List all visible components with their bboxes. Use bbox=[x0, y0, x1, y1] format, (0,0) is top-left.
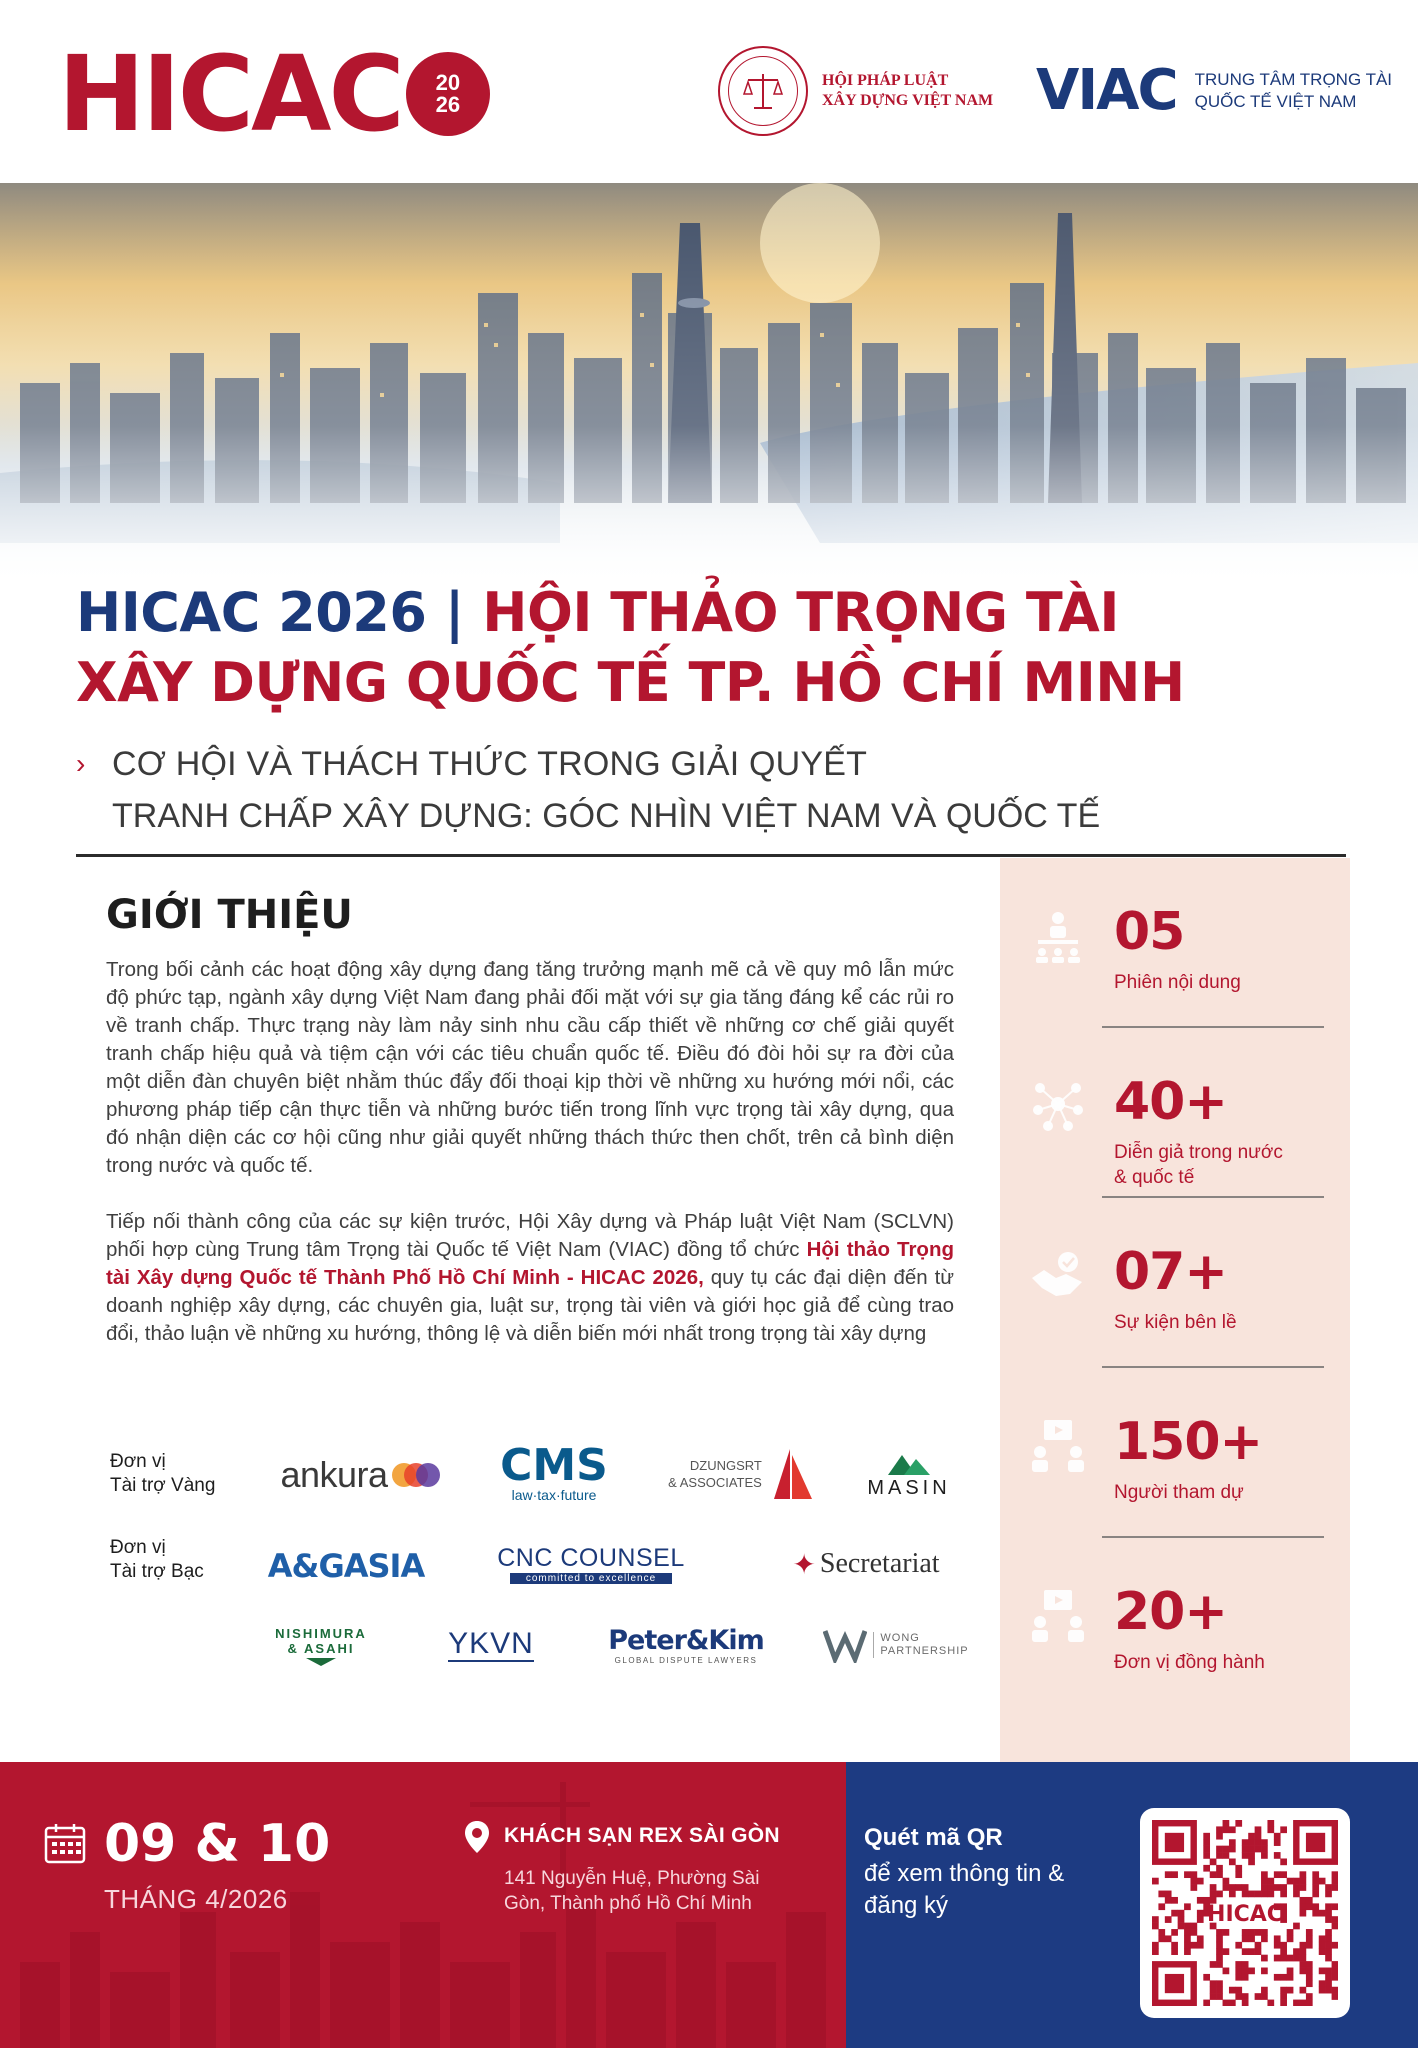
nishimura-line-2: & ASAHI bbox=[287, 1641, 355, 1656]
subtitle bbox=[76, 738, 1276, 842]
peter-kim-wordmark: Peter&Kim bbox=[608, 1625, 764, 1656]
para2-text-after: quy tụ các đại diện đến từ doanh nghiệp xây dựng, các chuyên gia, luật sư, trọng tài viên và giới học giả để cùng trao đổi, thảo luận về những xu hướng, thông lệ và diễn biến mới nhất trong trọng tài xây dựng bbox=[106, 1266, 954, 1345]
subtitle-line-2: TRANH CHẤP XÂY DỰNG: GÓC NHÌN VIỆT NAM VÀ QUỐC TẾ bbox=[112, 797, 1101, 835]
footer-event-info bbox=[0, 1762, 846, 2048]
viac-line-1: TRUNG TÂM TRỌNG TÀI bbox=[1194, 69, 1393, 89]
wong-w-icon bbox=[823, 1627, 867, 1663]
ankura-wordmark: ankura bbox=[280, 1454, 388, 1495]
sclvn-logo bbox=[718, 46, 993, 136]
stat-number: 40+ bbox=[1114, 1072, 1227, 1132]
para2-highlight: Hội thảo Trọng tài Xây dựng Quốc tế Thành Phố Hồ Chí Minh - HICAC 2026, bbox=[106, 1238, 954, 1289]
wong-partnership-logo bbox=[816, 1622, 976, 1668]
stat-label bbox=[1114, 1650, 1265, 1675]
qr-code[interactable] bbox=[1140, 1808, 1350, 2018]
masin-wordmark: MASIN bbox=[867, 1476, 951, 1499]
wong-wordmark bbox=[873, 1632, 968, 1658]
stats-panel bbox=[1000, 858, 1350, 1762]
intro-heading: GIỚI THIỆU bbox=[106, 892, 353, 938]
nishimura-mark-icon bbox=[306, 1656, 336, 1666]
sclvn-seal-icon bbox=[718, 46, 808, 136]
dzungsrt-logo bbox=[656, 1446, 826, 1502]
stat-number: 150+ bbox=[1114, 1412, 1263, 1472]
title-event-name: HỘI THẢO TRỌNG TÀI bbox=[482, 581, 1119, 644]
year-bottom: 26 bbox=[435, 92, 461, 117]
stat-label bbox=[1114, 1140, 1283, 1190]
gold-sponsors-row bbox=[106, 1430, 976, 1520]
viac-name bbox=[1195, 69, 1392, 113]
footer bbox=[0, 1762, 1418, 2048]
cnc-tagline: committed to excellence bbox=[510, 1573, 672, 1584]
wong-line-1: WONG bbox=[880, 1632, 920, 1644]
intro-section bbox=[106, 892, 954, 1348]
scales-icon bbox=[740, 68, 786, 114]
stat-label-line-1: Diễn giả trong nước bbox=[1114, 1142, 1283, 1163]
qr-title: Quét mã QR bbox=[864, 1824, 1003, 1851]
page-title-line-1 bbox=[76, 578, 1356, 648]
viac-line-2: QUỐC TẾ VIỆT NAM bbox=[1194, 91, 1357, 111]
stat-label-line-1: Sự kiện bên lề bbox=[1114, 1312, 1237, 1333]
venue-name: KHÁCH SẠN REX SÀI GÒN bbox=[504, 1824, 780, 1847]
hero-cityscape-image bbox=[0, 183, 1418, 588]
ankura-circles-icon bbox=[392, 1460, 444, 1490]
cnc-wordmark: CNC COUNSEL bbox=[497, 1544, 685, 1572]
secretariat-mark-icon: ✦ bbox=[792, 1548, 816, 1580]
silver-sponsors-row bbox=[106, 1520, 976, 1610]
ykvn-logo bbox=[436, 1620, 546, 1670]
gold-sponsor-label bbox=[110, 1450, 215, 1498]
masin-mountain-icon bbox=[886, 1449, 932, 1477]
cms-logo bbox=[496, 1442, 612, 1506]
ag-asia-wordmark: A&GASIA bbox=[267, 1547, 425, 1585]
sclvn-line-1: HỘI PHÁP LUẬT bbox=[822, 72, 949, 89]
silver-label-line-2: Tài trợ Bạc bbox=[110, 1561, 204, 1582]
hicac-logo bbox=[58, 33, 490, 155]
dzungsrt-wordmark bbox=[668, 1457, 762, 1491]
viac-mark: VIAC bbox=[1036, 58, 1177, 123]
speakers-network-icon bbox=[1030, 1078, 1086, 1134]
intro-paragraph-2 bbox=[106, 1208, 954, 1348]
sclvn-name bbox=[822, 71, 993, 111]
calendar-icon bbox=[44, 1822, 86, 1864]
stat-label-line-2: & quốc tế bbox=[1114, 1167, 1195, 1188]
cnc-counsel-logo bbox=[496, 1540, 686, 1588]
stat-number: 05 bbox=[1114, 902, 1185, 962]
stat-number: 20+ bbox=[1114, 1582, 1227, 1642]
masin-logo bbox=[850, 1442, 968, 1506]
title-event-code: HICAC 2026 | bbox=[76, 581, 483, 644]
audience-screen-icon bbox=[1030, 1418, 1086, 1474]
title-divider bbox=[76, 854, 1346, 857]
venue-address: 141 Nguyễn Huệ, Phường Sài Gòn, Thành phố Hồ Chí Minh bbox=[504, 1868, 760, 1914]
ankura-logo bbox=[262, 1452, 462, 1498]
peter-kim-tagline: GLOBAL DISPUTE LAWYERS bbox=[614, 1656, 758, 1665]
chevron-right-icon: › bbox=[76, 748, 86, 779]
presentation-icon bbox=[1030, 908, 1086, 964]
stat-side-events bbox=[1000, 1198, 1350, 1368]
year-top: 20 bbox=[435, 70, 461, 95]
stat-speakers bbox=[1000, 1028, 1350, 1198]
silver-sponsor-label bbox=[110, 1536, 204, 1584]
secretariat-logo bbox=[766, 1542, 966, 1586]
qr-subtitle: để xem thông tin & đăng ký bbox=[864, 1860, 1065, 1919]
event-date: 09 & 10 bbox=[104, 1814, 331, 1874]
nishimura-line-1: NISHIMURA bbox=[275, 1626, 367, 1641]
wong-line-2: PARTNERSHIP bbox=[880, 1645, 969, 1657]
cms-tagline: law·tax·future bbox=[511, 1487, 597, 1503]
ag-asia-logo bbox=[266, 1544, 426, 1588]
partners-screen-icon bbox=[1030, 1588, 1086, 1644]
page-title-line-2: XÂY DỰNG QUỐC TẾ TP. HỒ CHÍ MINH bbox=[76, 651, 1185, 714]
stat-label bbox=[1114, 970, 1241, 995]
para2-text-before: Tiếp nối thành công của các sự kiện trước, Hội Xây dựng và Pháp luật Việt Nam (SCLVN) phối hợp cùng Trung tâm Trọng tài Quốc tế Việt Nam (VIAC) đồng tổ chức bbox=[106, 1210, 954, 1261]
stat-label-line-1: Người tham dự bbox=[1114, 1482, 1244, 1503]
stat-label-line-1: Phiên nội dung bbox=[1114, 972, 1241, 993]
title-block bbox=[76, 578, 1356, 718]
event-month: THÁNG 4/2026 bbox=[104, 1884, 288, 1914]
subtitle-line-1: CƠ HỘI VÀ THÁCH THỨC TRONG GIẢI QUYẾT bbox=[112, 745, 868, 783]
header bbox=[0, 0, 1418, 183]
sponsors-section bbox=[106, 1430, 976, 1700]
silver-label-line-1: Đơn vị bbox=[110, 1537, 166, 1558]
hicac-logo-wordmark: HICAC bbox=[58, 33, 402, 155]
peter-kim-logo bbox=[606, 1620, 766, 1670]
intro-paragraph-1: Trong bối cảnh các hoạt động xây dựng đang tăng trưởng mạnh mẽ cả về quy mô lẫn mức độ phức tạp, ngành xây dựng Việt Nam đang phải đối mặt với sự gia tăng đáng kể các rủi ro về tranh chấp. Thực trạng này làm nảy sinh nhu cầu cấp thiết về những cơ chế giải quyết tranh chấp hiệu quả và tiệm cận với các tiêu chuẩn quốc tế. Điều đó đòi hỏi sự ra đời của một diễn đàn chuyên biệt nhằm thúc đẩy đối thoại kịp thời về những xu hướng mới nổi, các phương pháp tiếp cận thực tiễn và những bước tiến trong lĩnh vực trọng tài xây dựng, qua đó nhận diện các cơ hội cũng như giải quyết những thách thức then chốt, trên cả bình diện trong nước và quốc tế. bbox=[106, 958, 954, 1177]
handshake-icon bbox=[1030, 1248, 1086, 1304]
dzungsrt-line-1: DZUNGSRT bbox=[689, 1458, 762, 1473]
sail-icon bbox=[768, 1447, 814, 1501]
stat-label bbox=[1114, 1480, 1244, 1505]
hicac-logo-year-badge bbox=[406, 52, 490, 136]
stat-sessions bbox=[1000, 858, 1350, 1028]
sclvn-line-2: XÂY DỰNG VIỆT NAM bbox=[822, 92, 994, 109]
location-pin-icon bbox=[464, 1820, 490, 1854]
ykvn-wordmark: YKVN bbox=[448, 1627, 534, 1660]
viac-logo bbox=[1036, 58, 1392, 123]
stat-partners bbox=[1000, 1538, 1350, 1708]
qr-center-logo: HICAC bbox=[1207, 1902, 1283, 1927]
stat-number: 07+ bbox=[1114, 1242, 1227, 1302]
dzungsrt-line-2: & ASSOCIATES bbox=[668, 1475, 762, 1490]
stat-attendees bbox=[1000, 1368, 1350, 1538]
nishimura-asahi-logo bbox=[266, 1616, 376, 1676]
silver-sponsors-row-2 bbox=[106, 1610, 976, 1700]
qr-code-icon bbox=[1152, 1820, 1338, 2006]
secretariat-wordmark: Secretariat bbox=[819, 1548, 940, 1579]
gold-label-line-2: Tài trợ Vàng bbox=[110, 1475, 216, 1496]
stat-label bbox=[1114, 1310, 1237, 1335]
cms-wordmark: CMS bbox=[500, 1440, 608, 1491]
stat-label-line-1: Đơn vị đồng hành bbox=[1114, 1652, 1265, 1673]
gold-label-line-1: Đơn vị bbox=[110, 1451, 166, 1472]
